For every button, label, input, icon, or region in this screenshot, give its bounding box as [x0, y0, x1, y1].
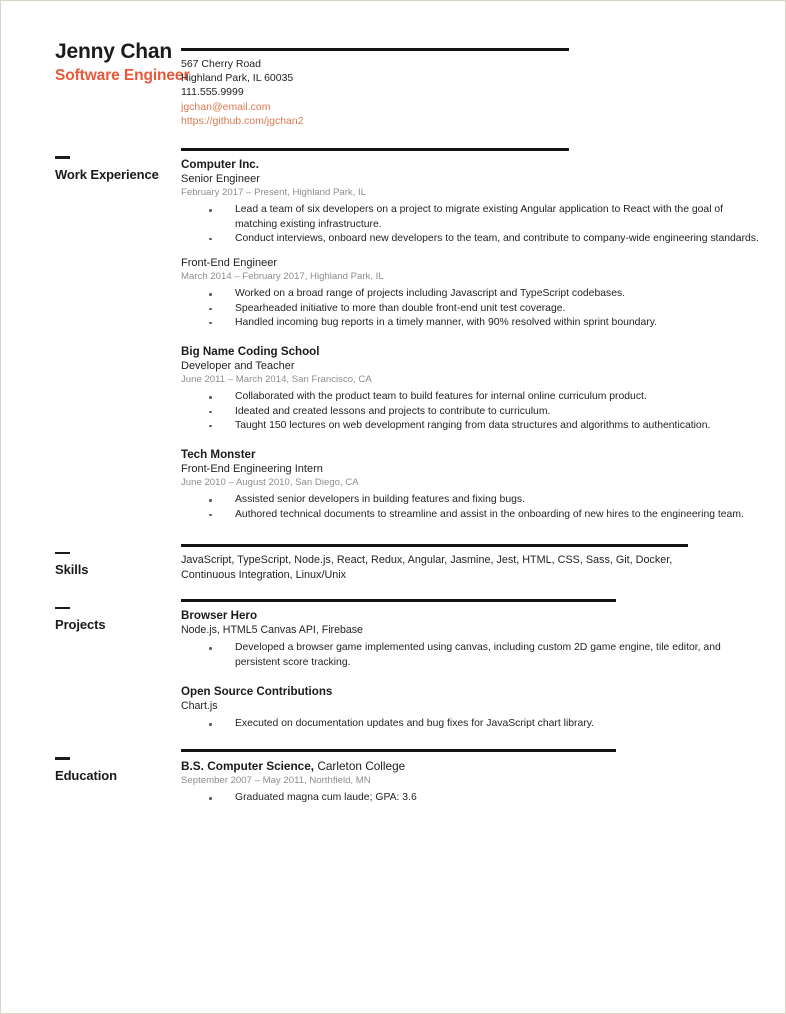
bullet-item: Worked on a broad range of projects including Javascript and TypeScript codebases.: [209, 287, 759, 301]
work-entry: [181, 157, 759, 246]
work-entry-role: Developer and Teacher: [181, 360, 295, 373]
bullet-item: Lead a team of six developers on a project to migrate existing Angular application to React with the goal of matching existing infrastructure.: [209, 203, 759, 231]
work-entry-meta: March 2014 – February 2017, Highland Park, IL: [181, 271, 384, 283]
education-school: Carleton College: [314, 759, 406, 774]
section-dash-icon: [55, 156, 70, 159]
work-entry: [181, 344, 759, 433]
section-projects: [1, 599, 785, 734]
work-entry-org: Tech Monster: [181, 448, 256, 462]
section-skills: [1, 544, 785, 583]
resume-sheet: [1, 1, 785, 1013]
projects-rule: [181, 599, 616, 602]
bullet-item: Conduct interviews, onboard new developers to the team, and contribute to company-wide engineering standards.: [209, 232, 759, 246]
contact-street: 567 Cherry Road: [181, 58, 261, 70]
project-name: Browser Hero: [181, 608, 258, 622]
work-entry: [181, 447, 759, 522]
work-experience-body: [181, 148, 785, 524]
education-degree-major: B.S. Computer Science,: [181, 759, 315, 774]
work-entry-bullets: [181, 287, 759, 330]
bullet-item: Collaborated with the product team to build features for internal online curriculum product.: [209, 390, 759, 404]
header-identity: [1, 39, 190, 87]
bullet-item: Assisted senior developers in building features and fixing bugs.: [209, 493, 759, 507]
work-entry-role: Front-End Engineer: [181, 257, 277, 270]
education-degree: [181, 758, 759, 774]
skills-rule: [181, 544, 688, 547]
section-label-work-experience: Work Experience: [55, 166, 159, 182]
work-entry-meta: February 2017 – Present, Highland Park, IL: [181, 187, 367, 199]
bullet-item: Graduated magna cum laude; GPA: 3.6: [209, 791, 759, 805]
project-bullets: [181, 717, 759, 731]
contact-website-link[interactable]: https://github.com/jgchan2: [181, 114, 304, 127]
skills-list: JavaScript, TypeScript, Node.js, React, Redux, Angular, Jasmine, Jest, HTML, CSS, Sass, Git, Docker, Continuous Integration, Linux/Unix: [181, 553, 673, 581]
work-entry-role: Front-End Engineering Intern: [181, 463, 323, 476]
bullet-item: Ideated and created lessons and projects to contribute to curriculum.: [209, 405, 759, 419]
section-dash-icon: [55, 757, 70, 760]
work-experience-label-block: [1, 148, 181, 183]
contact-phone: 111.555.9999: [181, 86, 244, 99]
bullet-item: Authored technical documents to streamline and assist in the onboarding of new hires to the engineering team.: [209, 508, 759, 522]
bullet-item: Developed a browser game implemented using canvas, including custom 2D game engine, tile editor, and persistent score tracking.: [209, 641, 759, 669]
header-contact: [181, 39, 785, 128]
project-entry: [181, 684, 759, 732]
resume-header: [1, 1, 785, 128]
work-entry-bullets: [181, 203, 759, 246]
bullet-item: Handled incoming bug reports in a timely manner, with 90% resolved within sprint boundary.: [209, 316, 759, 330]
contact-email-link[interactable]: jgchan@email.com: [181, 100, 271, 113]
header-divider-rule: [181, 48, 569, 51]
candidate-name: Jenny Chan: [55, 40, 173, 63]
education-rule: [181, 749, 616, 752]
skills-label-block: [1, 544, 181, 579]
work-entry-role: Senior Engineer: [181, 173, 260, 186]
section-label-education: Education: [55, 767, 117, 783]
projects-body: [181, 599, 785, 734]
work-experience-rule: [181, 148, 569, 151]
project-stack: Chart.js: [181, 699, 218, 712]
work-entry: [181, 256, 759, 330]
project-bullets: [181, 641, 759, 669]
section-work-experience: [1, 148, 785, 524]
work-entry-bullets: [181, 390, 759, 433]
bullet-item: Executed on documentation updates and bug fixes for JavaScript chart library.: [209, 717, 759, 731]
work-entry-meta: June 2010 – August 2010, San Diego, CA: [181, 477, 359, 489]
work-entry-org: Computer Inc.: [181, 158, 259, 172]
section-dash-icon: [55, 552, 70, 555]
project-stack: Node.js, HTML5 Canvas API, Firebase: [181, 623, 363, 636]
project-name: Open Source Contributions: [181, 684, 333, 698]
project-entry: [181, 608, 759, 670]
work-entry-org: Big Name Coding School: [181, 345, 320, 359]
education-label-block: [1, 749, 181, 784]
work-entry-bullets: [181, 493, 759, 521]
contact-city-state-zip: Highland Park, IL 60035: [181, 72, 294, 85]
section-label-projects: Projects: [55, 617, 106, 633]
candidate-role: Software Engineer: [55, 67, 190, 84]
skills-body: [181, 544, 785, 583]
projects-label-block: [1, 599, 181, 634]
section-label-skills: Skills: [55, 562, 89, 578]
work-entry-meta: June 2011 – March 2014, San Francisco, CA: [181, 374, 372, 386]
bullet-item: Taught 150 lectures on web development ranging from data structures and algorithms to authentication.: [209, 419, 759, 433]
section-dash-icon: [55, 607, 70, 610]
education-bullets: [181, 791, 759, 805]
section-education: [1, 749, 785, 805]
education-body: [181, 749, 785, 805]
bullet-item: Spearheaded initiative to more than double front-end unit test coverage.: [209, 302, 759, 316]
education-meta: September 2007 – May 2011, Northfield, MN: [181, 775, 371, 787]
